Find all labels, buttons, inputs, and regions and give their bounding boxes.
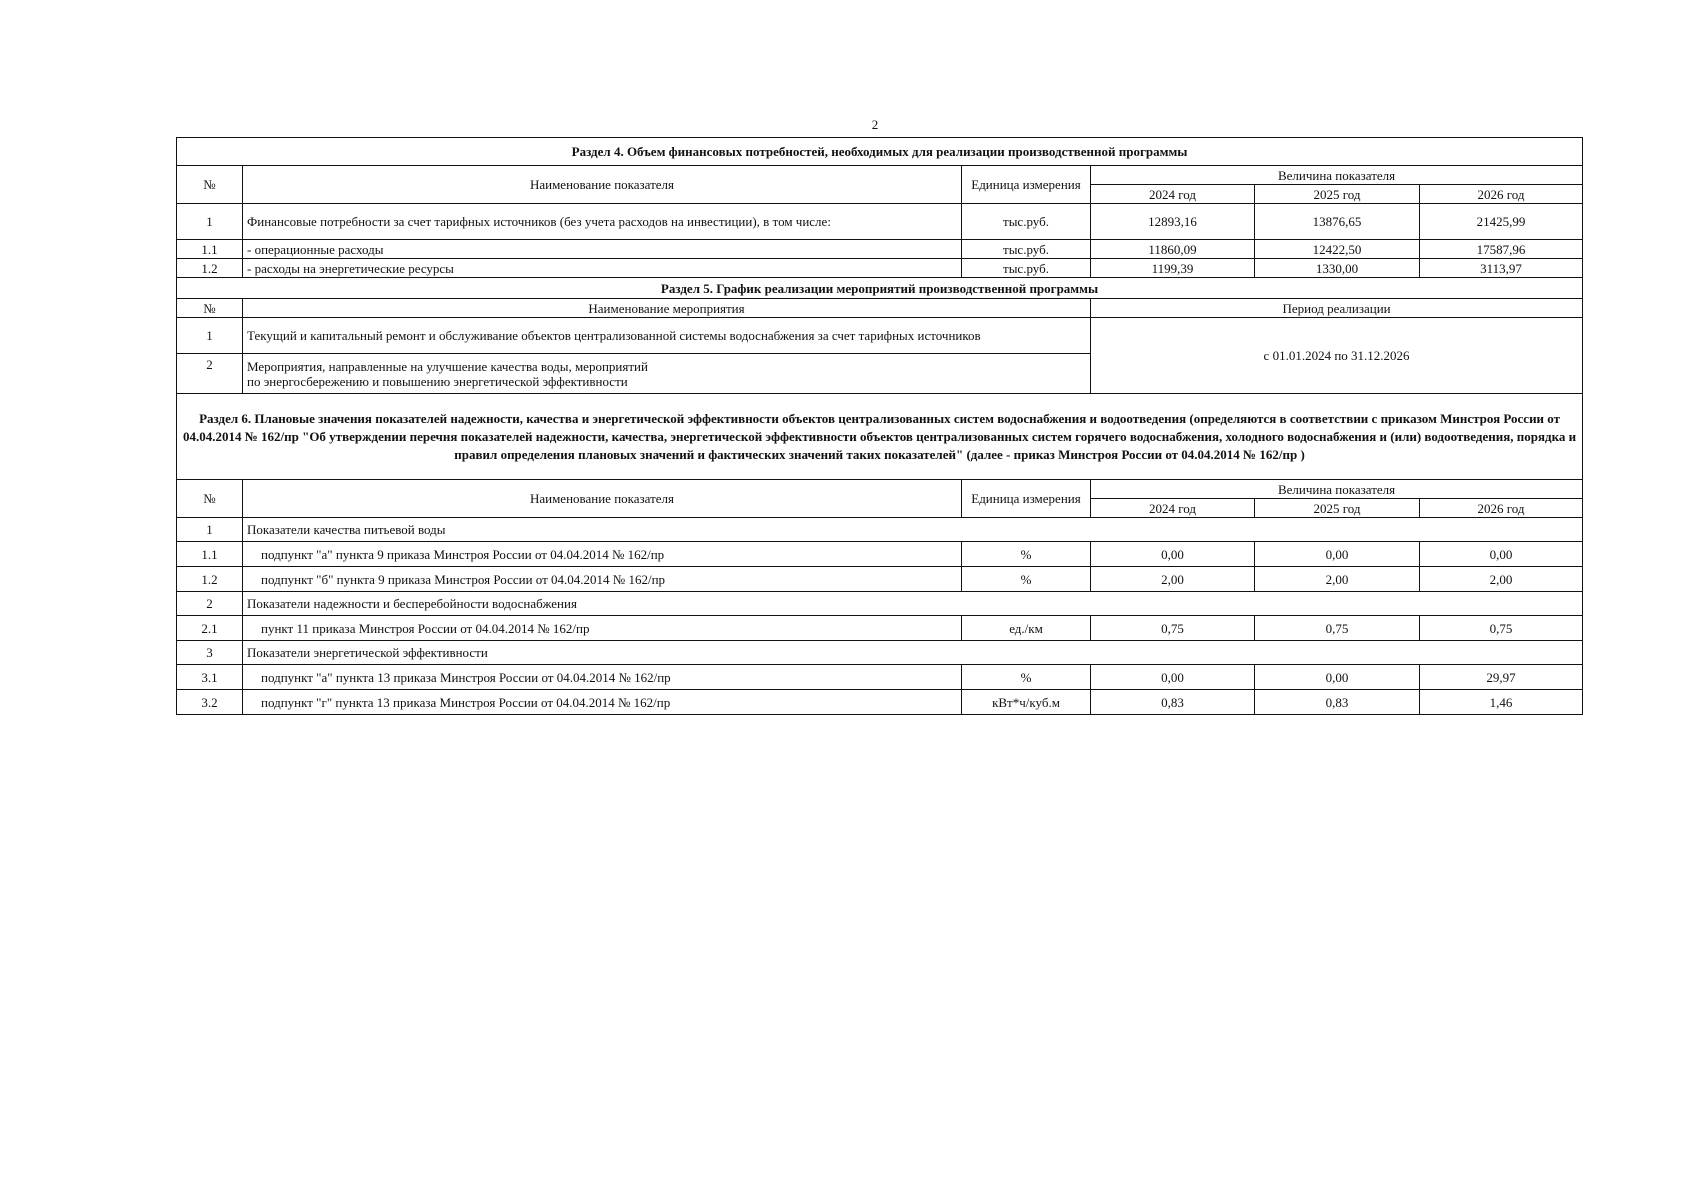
row-value: 21425,99 [1420, 204, 1583, 240]
row-value: 0,00 [1255, 665, 1420, 690]
group-name: Показатели энергетической эффективности [243, 641, 1583, 665]
row-unit: кВт*ч/куб.м [962, 690, 1091, 715]
row-unit: ед./км [962, 616, 1091, 641]
period-value: с 01.01.2024 по 31.12.2026 [1091, 318, 1583, 394]
table-row [177, 690, 1583, 715]
row-unit: тыс.руб. [962, 259, 1091, 278]
header-name: Наименование показателя [243, 166, 962, 204]
row-value: 2,00 [1255, 567, 1420, 592]
header-year: 2026 год [1420, 185, 1583, 204]
row-num: 2 [177, 354, 243, 394]
header-name: Наименование мероприятия [243, 299, 1091, 318]
group-num: 1 [177, 518, 243, 542]
page-number: 2 [871, 117, 879, 132]
row-unit: % [962, 665, 1091, 690]
row-value: 1330,00 [1255, 259, 1420, 278]
header-name: Наименование показателя [243, 480, 962, 518]
row-value: 0,83 [1255, 690, 1420, 715]
table-row [177, 240, 1583, 259]
row-name: подпункт "б" пункта 9 приказа Минстроя России от 04.04.2014 № 162/пр [243, 567, 962, 592]
row-value: 1199,39 [1091, 259, 1255, 278]
row-num: 1.1 [177, 542, 243, 567]
row-value: 12422,50 [1255, 240, 1420, 259]
row-value: 1,46 [1420, 690, 1583, 715]
table-row [177, 204, 1583, 240]
row-num: 1.2 [177, 567, 243, 592]
table-row [177, 567, 1583, 592]
row-num: 3.2 [177, 690, 243, 715]
group-row [177, 592, 1583, 616]
section4-title: Раздел 4. Объем финансовых потребностей, необходимых для реализации производственной программы [177, 138, 1583, 166]
row-name [243, 354, 1091, 394]
row-num: 1 [177, 318, 243, 354]
section5-title: Раздел 5. График реализации мероприятий производственной программы [177, 278, 1583, 299]
row-unit: % [962, 567, 1091, 592]
row-value: 12893,16 [1091, 204, 1255, 240]
group-name: Показатели качества питьевой воды [243, 518, 1583, 542]
header-year: 2024 год [1091, 185, 1255, 204]
row-value: 0,83 [1091, 690, 1255, 715]
header-num: № [177, 480, 243, 518]
row-value: 0,75 [1091, 616, 1255, 641]
row-value: 0,00 [1091, 542, 1255, 567]
header-value: Величина показателя [1091, 166, 1583, 185]
header-year: 2024 год [1091, 499, 1255, 518]
header-year: 2025 год [1255, 185, 1420, 204]
row-value: 29,97 [1420, 665, 1583, 690]
table-row [177, 616, 1583, 641]
header-year: 2026 год [1420, 499, 1583, 518]
row-value: 11860,09 [1091, 240, 1255, 259]
table-row [177, 318, 1583, 354]
row-name: Текущий и капитальный ремонт и обслуживание объектов централизованной системы водоснабжения за счет тарифных источников [243, 318, 1091, 354]
header-num: № [177, 166, 243, 204]
group-name: Показатели надежности и бесперебойности водоснабжения [243, 592, 1583, 616]
table-row [177, 542, 1583, 567]
row-num: 1.2 [177, 259, 243, 278]
row-num: 3.1 [177, 665, 243, 690]
row-value: 0,75 [1420, 616, 1583, 641]
section6-header-row [177, 480, 1583, 499]
section6-title: Раздел 6. Плановые значения показателей надежности, качества и энергетической эффективности объектов централизованных систем водоснабжения и водоотведения (определяются в соответствии с приказом Минстроя России от 04.04.2014 № 162/пр "Об утверждении перечня показателей надежности, качества, энергетической эффективности объектов централизованных систем горячего водоснабжения, холодного водоснабжения и (или) водоотведения, порядка и правил определения плановых значений и фактических значений таких показателей" (далее - приказ Минстроя России от 04.04.2014 № 162/пр ) [177, 394, 1583, 480]
table-row [177, 665, 1583, 690]
row-name: подпункт "а" пункта 9 приказа Минстроя России от 04.04.2014 № 162/пр [243, 542, 962, 567]
row-num: 1 [177, 204, 243, 240]
row-name-line: Мероприятия, направленные на улучшение качества воды, мероприятий [247, 358, 648, 374]
row-unit: тыс.руб. [962, 240, 1091, 259]
section4-title-row [177, 138, 1583, 166]
document-table [176, 137, 1583, 715]
row-value: 17587,96 [1420, 240, 1583, 259]
group-row [177, 641, 1583, 665]
header-unit: Единица измерения [962, 166, 1091, 204]
row-name: пункт 11 приказа Минстроя России от 04.04.2014 № 162/пр [243, 616, 962, 641]
section5-title-row [177, 278, 1583, 299]
row-name: подпункт "а" пункта 13 приказа Минстроя России от 04.04.2014 № 162/пр [243, 665, 962, 690]
row-unit: тыс.руб. [962, 204, 1091, 240]
section5-header-row [177, 299, 1583, 318]
row-value: 2,00 [1420, 567, 1583, 592]
row-name: подпункт "г" пункта 13 приказа Минстроя России от 04.04.2014 № 162/пр [243, 690, 962, 715]
row-name: - расходы на энергетические ресурсы [243, 259, 962, 278]
group-row [177, 518, 1583, 542]
row-num: 2.1 [177, 616, 243, 641]
row-value: 2,00 [1091, 567, 1255, 592]
section4-header-row [177, 166, 1583, 185]
group-num: 2 [177, 592, 243, 616]
header-num: № [177, 299, 243, 318]
table-row [177, 259, 1583, 278]
row-value: 3113,97 [1420, 259, 1583, 278]
header-period: Период реализации [1091, 299, 1583, 318]
row-num: 1.1 [177, 240, 243, 259]
row-name: Финансовые потребности за счет тарифных источников (без учета расходов на инвестиции), в том числе: [243, 204, 962, 240]
row-unit: % [962, 542, 1091, 567]
row-value: 0,00 [1420, 542, 1583, 567]
row-value: 13876,65 [1255, 204, 1420, 240]
row-value: 0,75 [1255, 616, 1420, 641]
group-num: 3 [177, 641, 243, 665]
section6-title-row [177, 394, 1583, 480]
header-value: Величина показателя [1091, 480, 1583, 499]
row-value: 0,00 [1255, 542, 1420, 567]
row-name: - операционные расходы [243, 240, 962, 259]
header-unit: Единица измерения [962, 480, 1091, 518]
header-year: 2025 год [1255, 499, 1420, 518]
row-value: 0,00 [1091, 665, 1255, 690]
row-name-line: по энергосбережению и повышению энергетической эффективности [247, 373, 628, 389]
